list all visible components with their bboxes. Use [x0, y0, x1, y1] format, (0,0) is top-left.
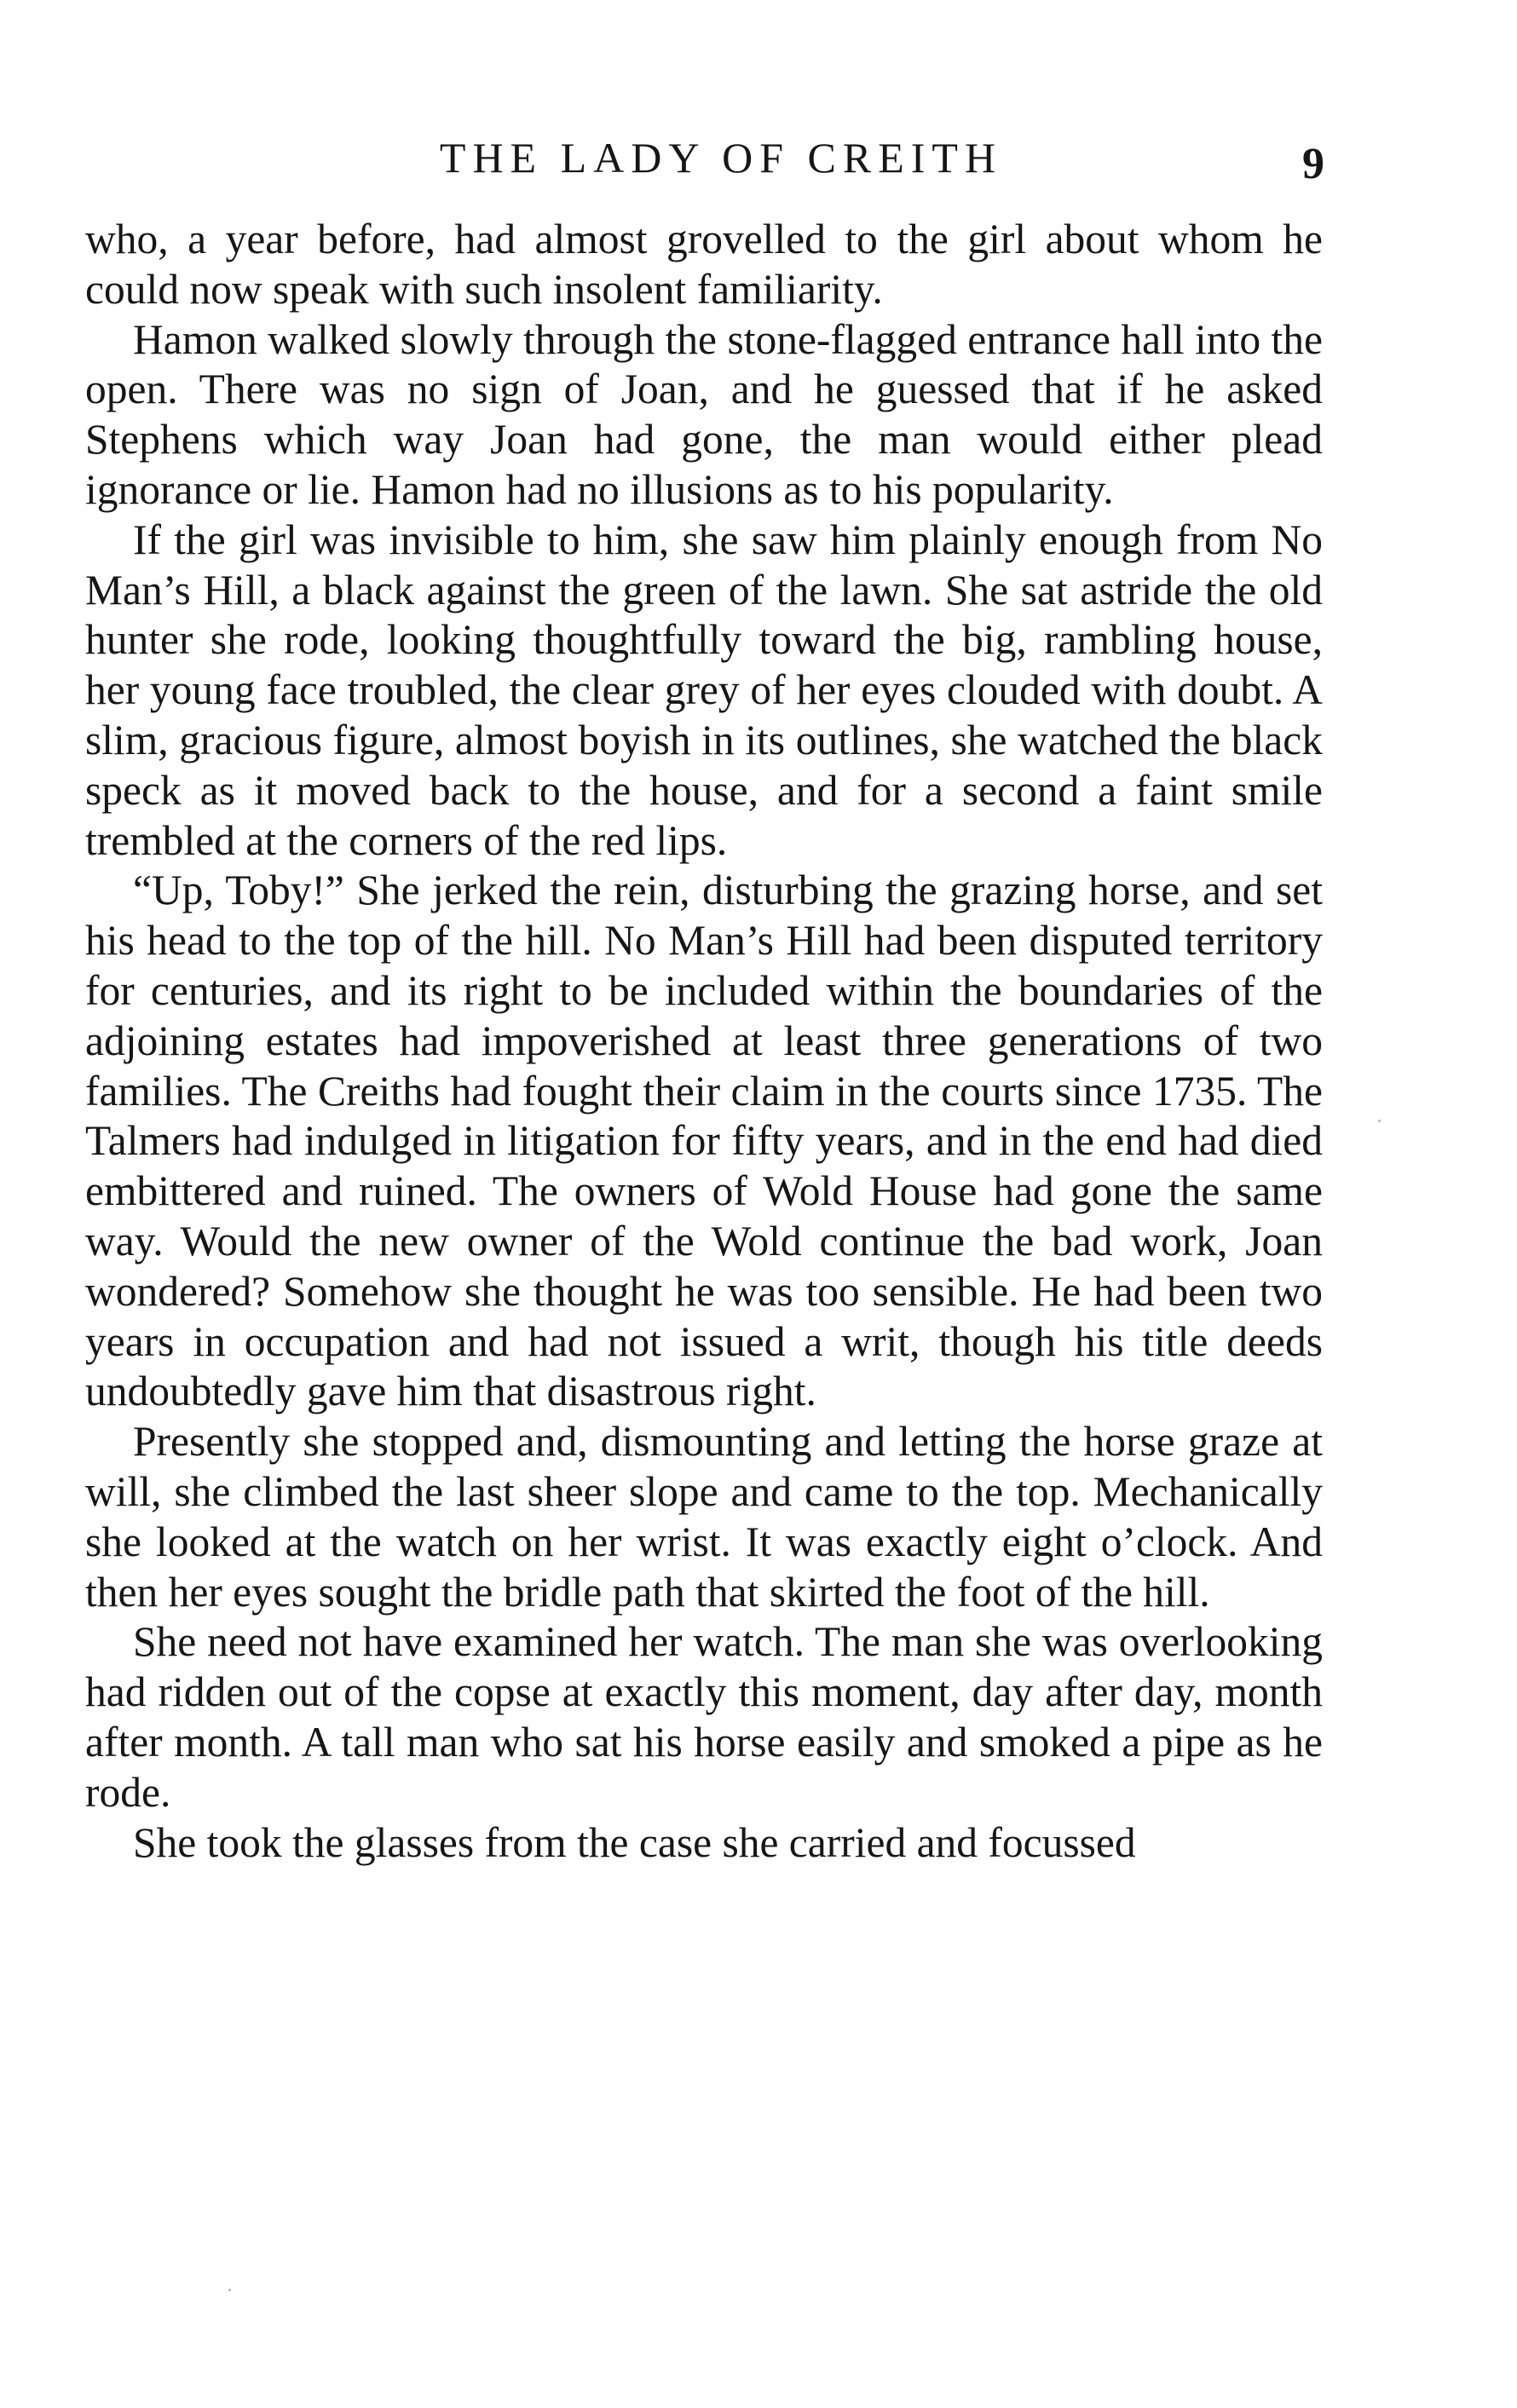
- body-text: [85, 215, 1323, 1868]
- paragraph-1: who, a year before, had almost grovelled to the girl about whom he could now speak with such insolent familiarity.: [85, 216, 1323, 313]
- page-number: 9: [1302, 140, 1324, 188]
- running-title: THE LADY OF CREITH: [439, 134, 1003, 181]
- paragraph-4: “Up, Toby!” She jerked the rein, disturbing the grazing horse, and set his head to the top of the hill. No Man’s Hill had been disputed territory for centuries, and its right to be included within the boundaries of the adjoining estates had impoverished at least three generations of two families. The Creiths had fought their claim in the courts since 1735. The Talmers had indulged in litigation for fifty years, and in the end had died embittered and ruined. The owners of Wold House had gone the same way. Would the new owner of the Wold continue the bad work, Joan wondered? Somehow she thought he was too sensible. He had been two years in occupation and had not issued a writ, though his title deeds undoubtedly gave him that disastrous right.: [85, 867, 1323, 1415]
- paragraph-3: If the girl was invisible to him, she saw him plainly enough from No Man’s Hill, a black against the green of the lawn. She sat astride the old hunter she rode, looking thoughtfully toward the big, rambling house, her young face troubled, the clear grey of her eyes clouded with doubt. A slim, gracious figure, almost boyish in its outlines, she watched the black speck as it moved back to the house, and for a second a faint smile trembled at the corners of the red lips.: [85, 516, 1323, 864]
- running-head: [85, 128, 1323, 187]
- paragraph-2: Hamon walked slowly through the stone-flagged entrance hall into the open. There was no sign of Joan, and he guessed that if he asked Stephens which way Joan had gone, the man would either plead ignorance or lie. Hamon had no illusions as to his popularity.: [85, 315, 1323, 513]
- paragraph-7: She took the glasses from the case she carried and focussed: [133, 1818, 1136, 1866]
- scan-speck: [1378, 1120, 1381, 1122]
- scan-speck: [228, 2289, 231, 2291]
- paragraph-5: Presently she stopped and, dismounting and letting the horse graze at will, she climbed the last sheer slope and came to the top. Mechanically she looked at the watch on her wrist. It was exactly eight o’clock. And then her eyes sought the bridle path that skirted the foot of the hill.: [85, 1418, 1323, 1616]
- paragraph-6: She need not have examined her watch. The man she was overlooking had ridden out of the copse at exactly this moment, day after day, month after month. A tall man who sat his horse easily and smoked a pipe as he rode.: [85, 1618, 1323, 1816]
